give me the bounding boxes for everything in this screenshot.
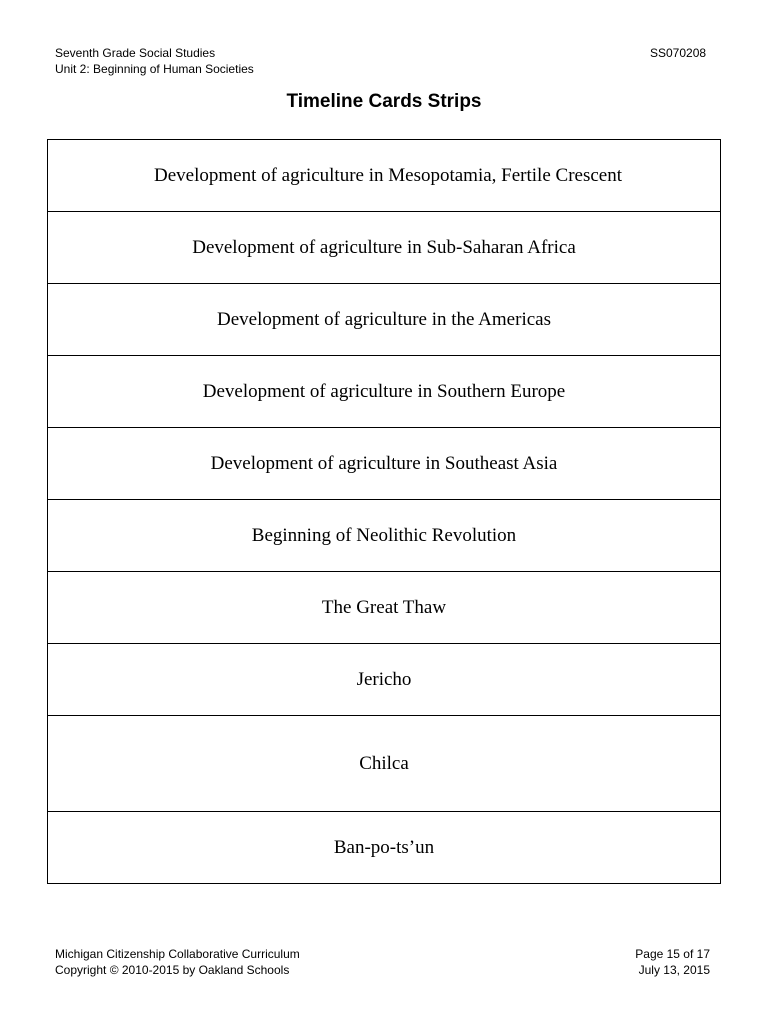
timeline-strip: Jericho <box>47 644 721 716</box>
timeline-strip: Development of agriculture in Southern Europe <box>47 356 721 428</box>
page-footer-right <box>600 946 710 978</box>
timeline-strip: Development of agriculture in the Americas <box>47 284 721 356</box>
page-header-left <box>55 45 254 77</box>
course-name: Seventh Grade Social Studies <box>55 46 216 60</box>
timeline-strips-table <box>47 139 721 884</box>
page-footer-left <box>55 946 300 978</box>
unit-name: Unit 2: Beginning of Human Societies <box>55 62 254 76</box>
document-date: July 13, 2015 <box>638 963 710 977</box>
timeline-strip: Chilca <box>47 716 721 812</box>
timeline-strip: Development of agriculture in Sub-Saharan Africa <box>47 212 721 284</box>
timeline-strip: Development of agriculture in Mesopotamia, Fertile Crescent <box>47 140 721 212</box>
page-header-right <box>650 45 706 61</box>
organization-name: Michigan Citizenship Collaborative Curriculum <box>55 947 300 961</box>
timeline-strip: Development of agriculture in Southeast Asia <box>47 428 721 500</box>
copyright-notice: Copyright © 2010-2015 by Oakland Schools <box>55 963 290 977</box>
document-code: SS070208 <box>650 46 707 60</box>
page-title: Timeline Cards Strips <box>286 91 482 112</box>
timeline-strip: The Great Thaw <box>47 572 721 644</box>
timeline-strip: Ban-po-ts’un <box>47 812 721 884</box>
timeline-strip: Beginning of Neolithic Revolution <box>47 500 721 572</box>
page-number: Page 15 of 17 <box>635 947 710 961</box>
